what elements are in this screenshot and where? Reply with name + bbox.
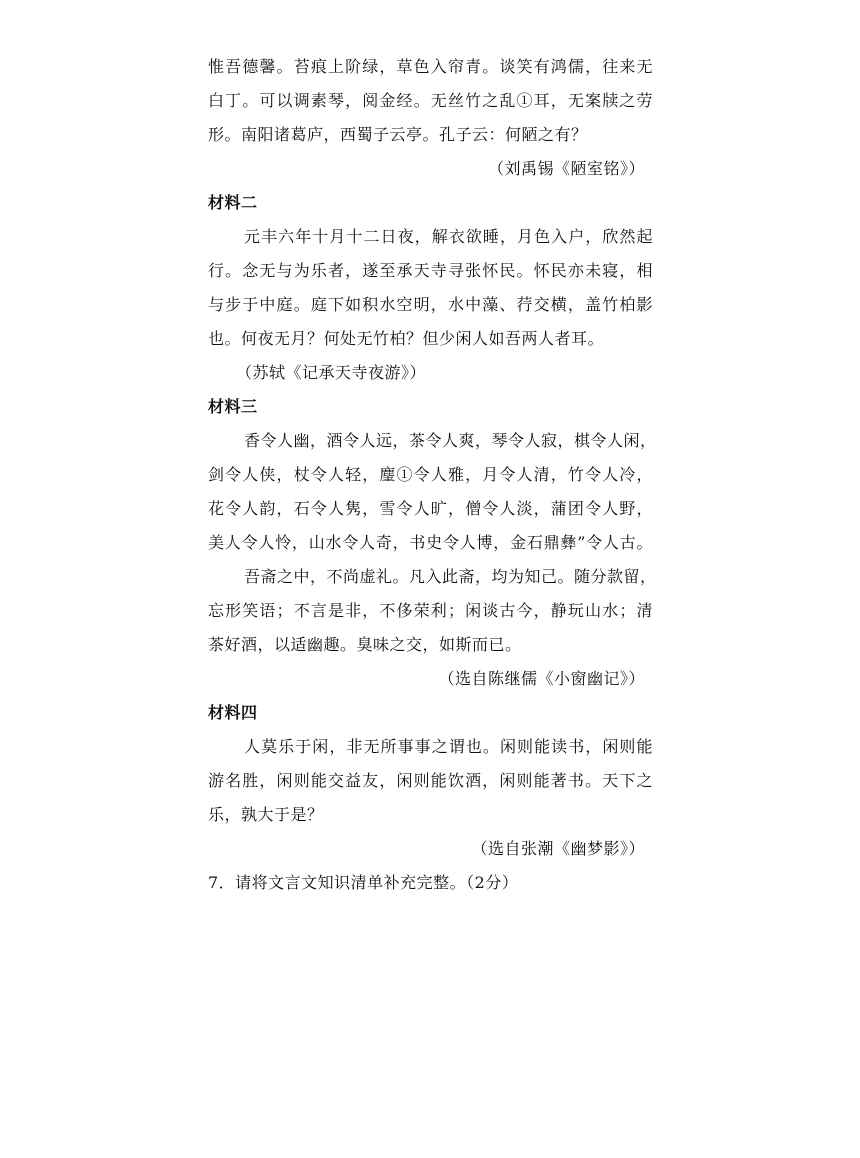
- text-line: 人莫乐于闲，非无所事事之谓也。闲则能读书，闲则能: [244, 737, 653, 756]
- text-line: 行。念无与为乐者，遂至承天寺寻张怀民。怀民亦未寝，相: [208, 261, 653, 280]
- text-line: 白丁。可以调素琴，阅金经。无丝竹之乱①耳，无案牍之劳: [208, 91, 653, 110]
- text-line: 美人令人怜，山水令人奇，书史令人博，金石鼎彝”令人古。: [208, 533, 653, 552]
- text-line: 惟吾德馨。苔痕上阶绿，草色入帘青。谈笑有鸿儒，往来无: [208, 57, 653, 76]
- text-line: 忘形笑语；不言是非，不侈荣利；闲谈古今，静玩山水；清: [208, 601, 653, 620]
- source-citation: （选自陈继儒《小窗幽记》）: [438, 669, 645, 688]
- text-line: 吾斋之中，不尚虚礼。凡入此斋，均为知己。随分款留，: [244, 567, 657, 586]
- section-heading: 材料三: [208, 397, 258, 416]
- text-line: 也。何夜无月？何处无竹柏？但少闲人如吾两人者耳。: [208, 329, 605, 348]
- source-citation: （选自张潮《幽梦影》）: [471, 839, 645, 858]
- section-heading: 材料四: [208, 703, 258, 722]
- text-line: 元丰六年十月十二日夜，解衣欲睡，月色入户，欣然起: [244, 227, 653, 246]
- source-citation: （苏轼《记承天寺夜游》）: [236, 363, 427, 382]
- text-line: 游名胜，闲则能交益友，闲则能饮酒，闲则能著书。天下之: [208, 771, 653, 790]
- text-line: 剑令人侠，杖令人轻，麈①令人雅，月令人清，竹令人冷，: [208, 465, 653, 484]
- text-line: 乐，孰大于是？: [208, 805, 324, 824]
- text-line: 形。南阳诸葛庐，西蜀子云亭。孔子云：何陋之有？: [208, 125, 588, 144]
- question-text: 7．请将文言文知识清单补充完整。（2分）: [208, 873, 519, 892]
- source-citation: （刘禹锡《陋室铭》）: [487, 159, 645, 178]
- text-line: 与步于中庭。庭下如积水空明，水中藻、荇交横，盖竹柏影: [208, 295, 653, 314]
- text-line: 茶好酒，以适幽趣。臭味之交，如斯而已。: [208, 635, 522, 654]
- text-line: 花令人韵，石令人隽，雪令人旷，僧令人淡，蒲团令人野，: [208, 499, 653, 518]
- text-line: 香令人幽，酒令人远，茶令人爽，琴令人寂，棋令人闲，: [244, 431, 657, 450]
- section-heading: 材料二: [208, 193, 258, 212]
